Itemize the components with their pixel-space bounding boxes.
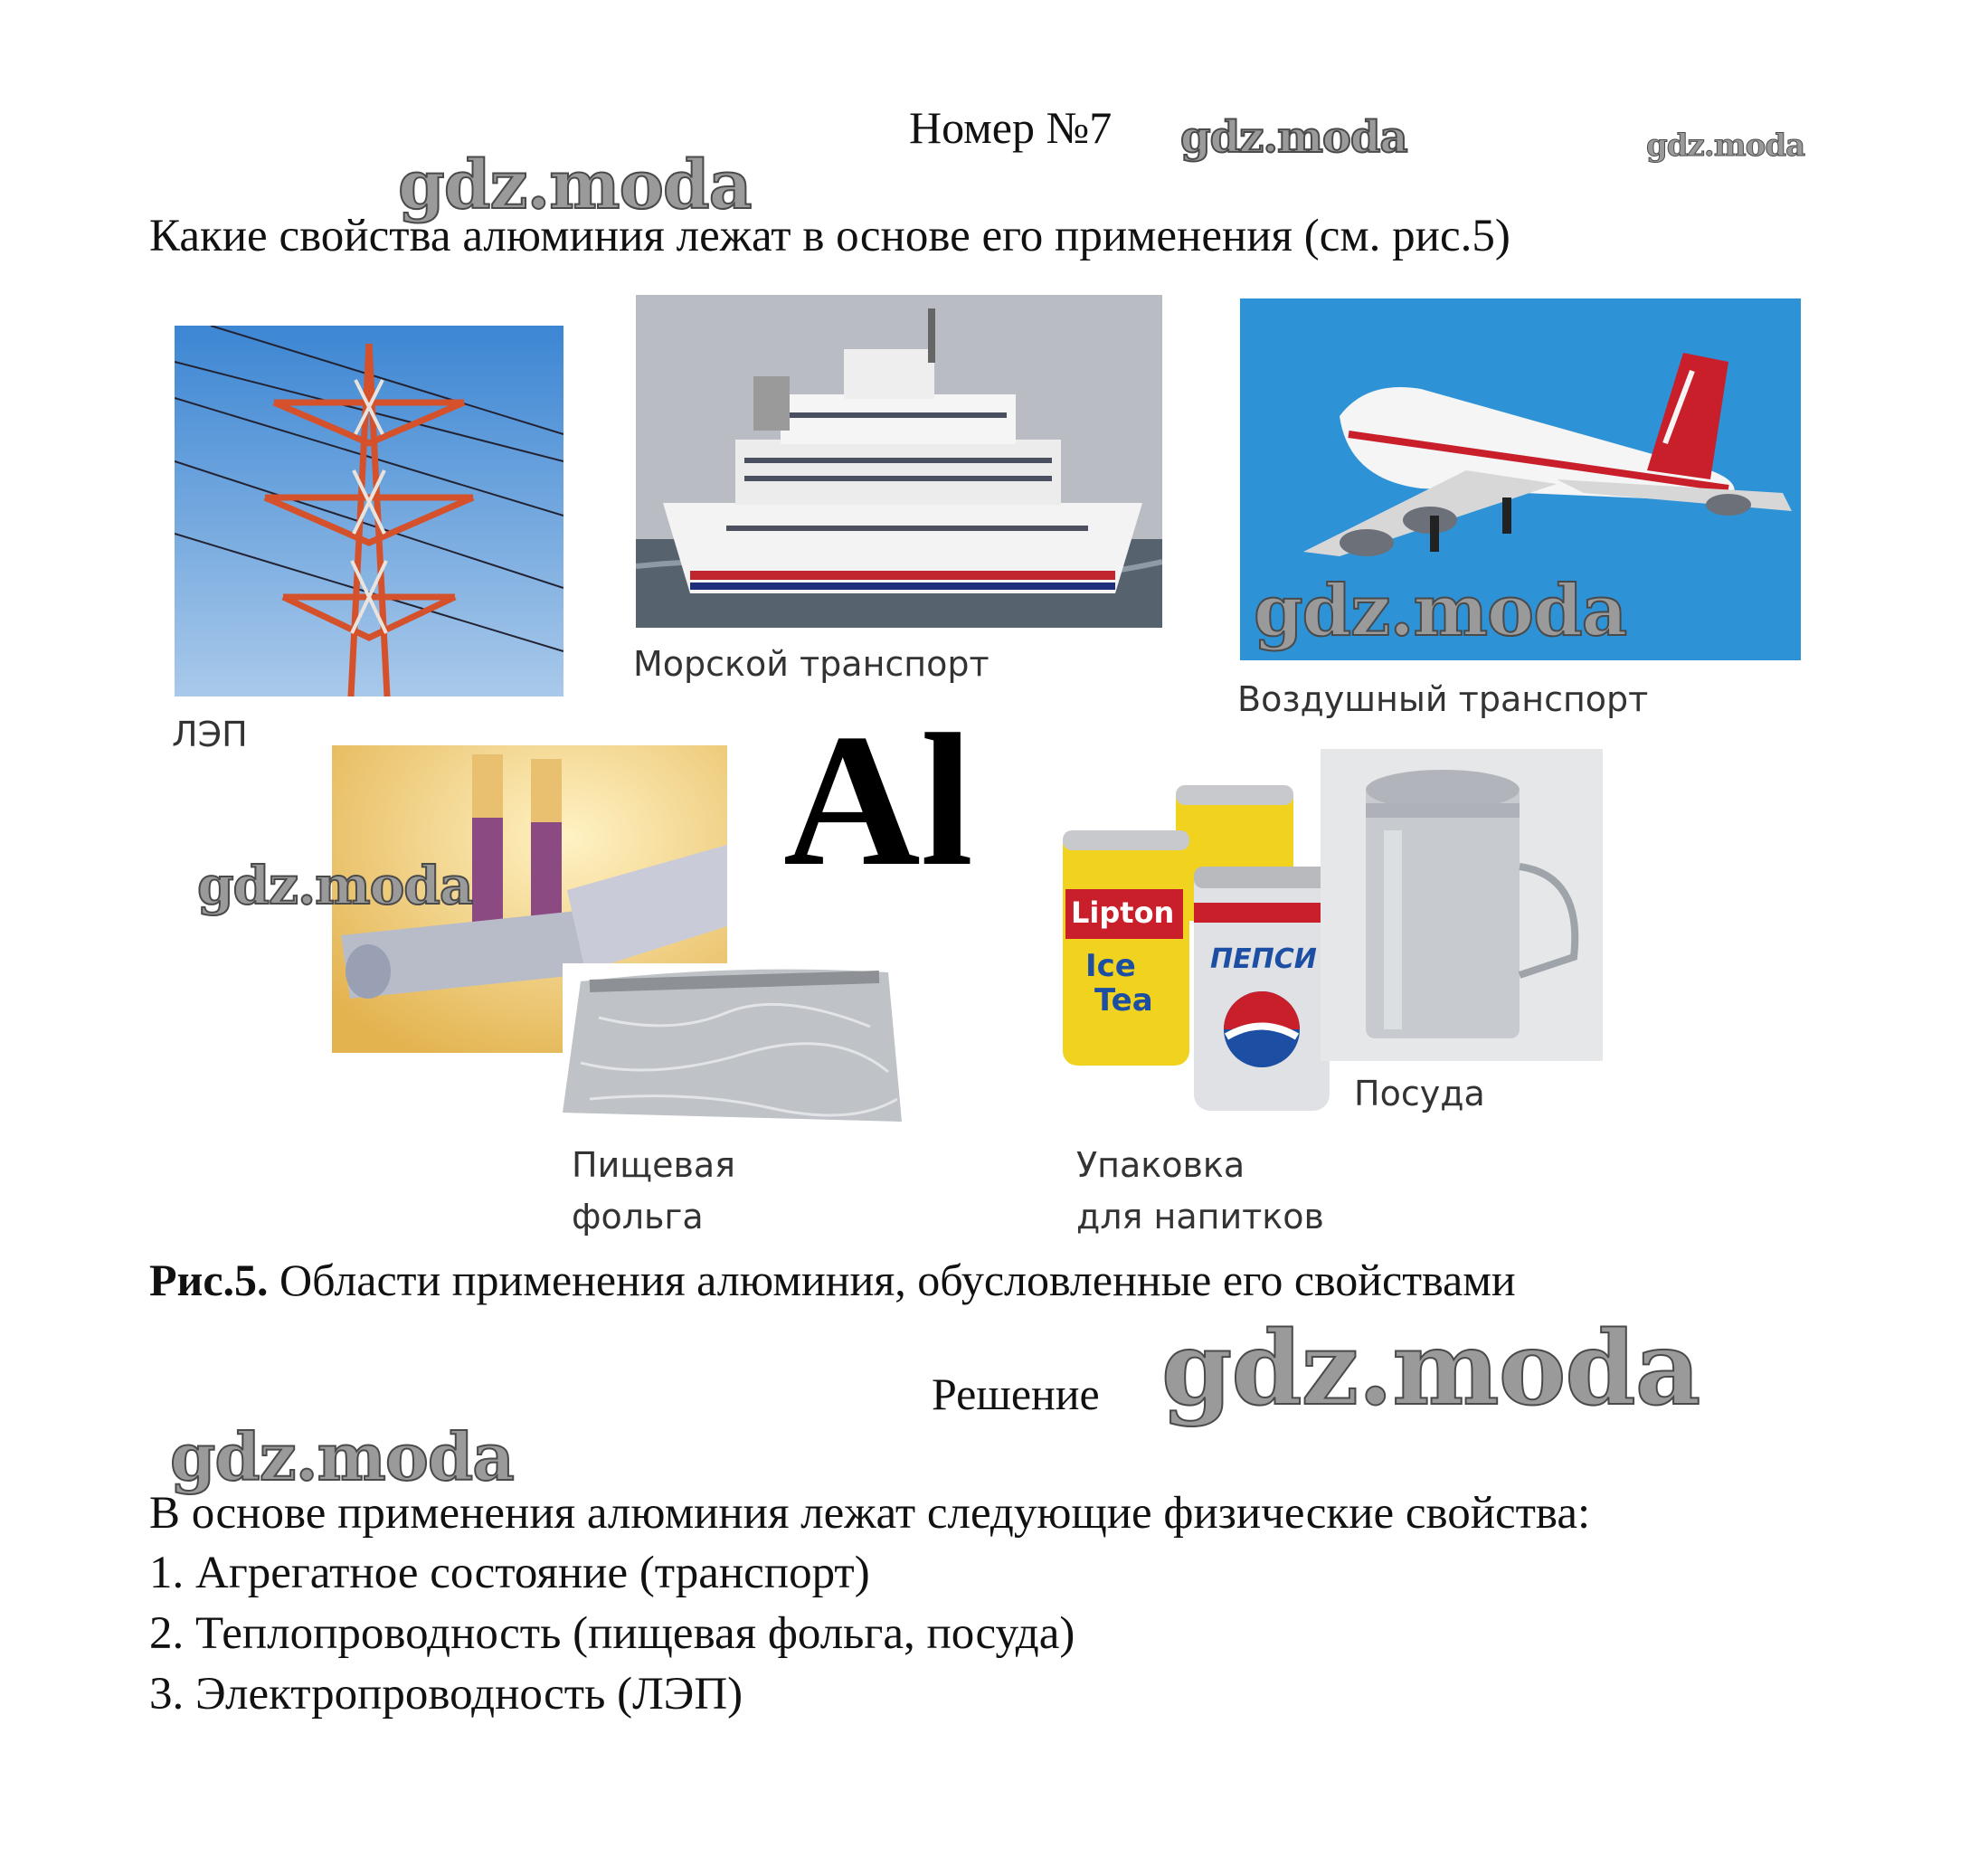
watermark-3: gdz.moda [1646, 128, 1805, 164]
figure-caption-label: Рис.5. [149, 1255, 269, 1305]
watermark-5: gdz.moda [197, 855, 473, 916]
foil-roll-photo [563, 963, 902, 1126]
lipton-text: Lipton [1071, 895, 1175, 930]
solution-item-2: 2. Теплопроводность (пищевая фольга, посуда) [149, 1608, 1075, 1659]
solution-item-3: 3. Электропроводность (ЛЭП) [149, 1669, 743, 1720]
tea-text: Tea [1094, 982, 1153, 1019]
watermark-2: gdz.moda [1180, 112, 1407, 163]
sea-transport-photo [636, 295, 1162, 628]
solution-heading: Решение [932, 1369, 1100, 1419]
label-sea-transport: Морской транспорт [633, 644, 990, 684]
label-food-foil-line1: Пищевая [572, 1145, 735, 1185]
figure-caption [149, 1254, 1516, 1306]
ice-text: Ice [1085, 948, 1136, 984]
element-symbol: Al [783, 696, 973, 905]
label-drink-packaging-line1: Упаковка [1076, 1145, 1245, 1185]
figure-caption-text: Области применения алюминия, обусловленные его свойствами [268, 1255, 1516, 1305]
watermark-1: gdz.moda [398, 147, 752, 224]
task-number: Номер №7 [909, 102, 1113, 153]
label-drink-packaging-line2: для напитков [1076, 1197, 1324, 1236]
drink-cans-photo [1058, 776, 1339, 1120]
watermark-6: gdz.moda [1161, 1310, 1700, 1428]
watermark-4: gdz.moda [1254, 570, 1627, 652]
label-air-transport: Воздушный транспорт [1237, 679, 1649, 719]
solution-item-1: 1. Агрегатное состояние (транспорт) [149, 1548, 870, 1598]
solution-intro: В основе применения алюминия лежат следующие физические свойства: [149, 1488, 1591, 1539]
label-power-line: ЛЭП [172, 715, 248, 754]
power-line-photo [175, 326, 563, 696]
dishes-photo [1321, 749, 1603, 1061]
label-dishes: Посуда [1354, 1074, 1485, 1113]
pepsi-text: ПЕПСИ [1210, 943, 1317, 975]
label-food-foil-line2: фольга [572, 1197, 704, 1236]
question-text: Какие свойства алюминия лежат в основе его применения (см. рис.5) [149, 211, 1510, 261]
watermark-7: gdz.moda [170, 1418, 514, 1495]
